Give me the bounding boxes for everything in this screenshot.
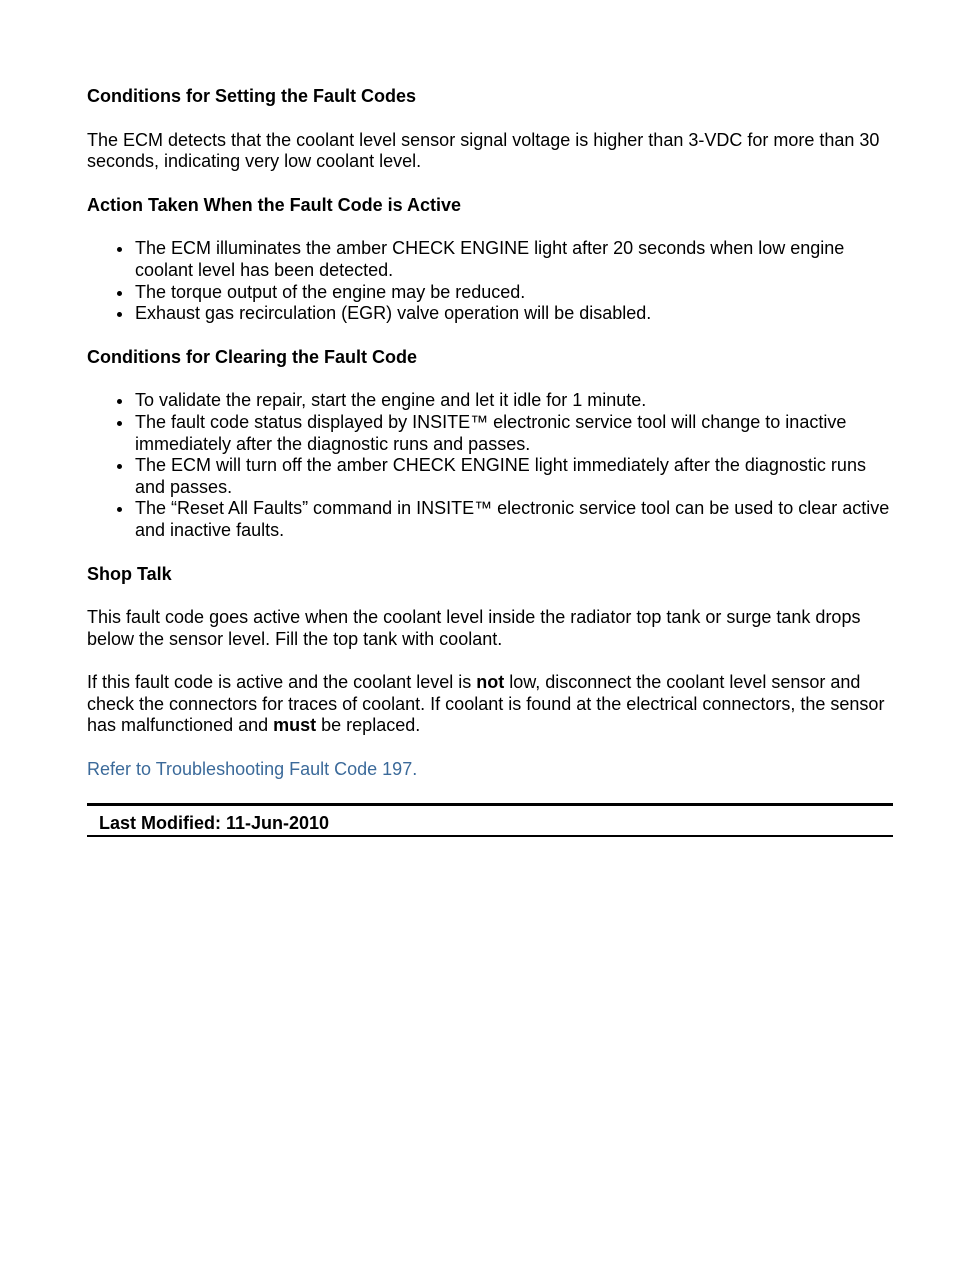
- emphasis-must: must: [273, 715, 317, 736]
- heading-conditions-clearing: Conditions for Clearing the Fault Code: [87, 346, 417, 367]
- list-item: The ECM illuminates the amber CHECK ENGINE light after 20 seconds when low engine coolant level has been detected.: [87, 238, 893, 281]
- text-run: be replaced.: [316, 715, 421, 736]
- last-modified-label: Last Modified: 11-Jun-2010: [99, 812, 330, 833]
- paragraph-shop-talk-2: [87, 672, 893, 737]
- reference-link-line: [87, 759, 893, 781]
- list-item: To validate the repair, start the engine and let it idle for 1 minute.: [87, 390, 893, 412]
- list-action-taken: [87, 238, 893, 324]
- text-run: low, disconnect the coolant level sensor and check the connectors for traces of coolant. If coolant is found at the electrical connectors, the sensor has malfunctioned and: [87, 672, 885, 736]
- list-conditions-clearing: [87, 390, 893, 541]
- list-item: The fault code status displayed by INSITE™ electronic service tool will change to inactive immediately after the diagnostic runs and passes.: [87, 412, 893, 455]
- heading-conditions-setting: Conditions for Setting the Fault Codes: [87, 86, 416, 106]
- list-item: The torque output of the engine may be reduced.: [87, 282, 893, 304]
- paragraph-conditions-setting: The ECM detects that the coolant level sensor signal voltage is higher than 3-VDC for more than 30 seconds, indicating very low coolant level.: [87, 129, 880, 172]
- emphasis-not: not: [476, 672, 505, 693]
- troubleshooting-link[interactable]: Refer to Troubleshooting Fault Code 197.: [87, 759, 418, 780]
- list-item: The ECM will turn off the amber CHECK ENGINE light immediately after the diagnostic runs and passes.: [87, 455, 893, 498]
- heading-action-taken: Action Taken When the Fault Code is Active: [87, 194, 462, 215]
- last-modified-bar: [87, 803, 893, 837]
- document-page: [87, 86, 893, 837]
- paragraph-shop-talk-1: This fault code goes active when the coolant level inside the radiator top tank or surge tank drops below the sensor level. Fill the top tank with coolant.: [87, 607, 861, 649]
- list-item: The “Reset All Faults” command in INSITE™ electronic service tool can be used to clear active and inactive faults.: [87, 498, 893, 541]
- heading-shop-talk: Shop Talk: [87, 563, 172, 584]
- list-item: Exhaust gas recirculation (EGR) valve operation will be disabled.: [87, 303, 893, 325]
- text-run: If this fault code is active and the coolant level is: [87, 672, 477, 693]
